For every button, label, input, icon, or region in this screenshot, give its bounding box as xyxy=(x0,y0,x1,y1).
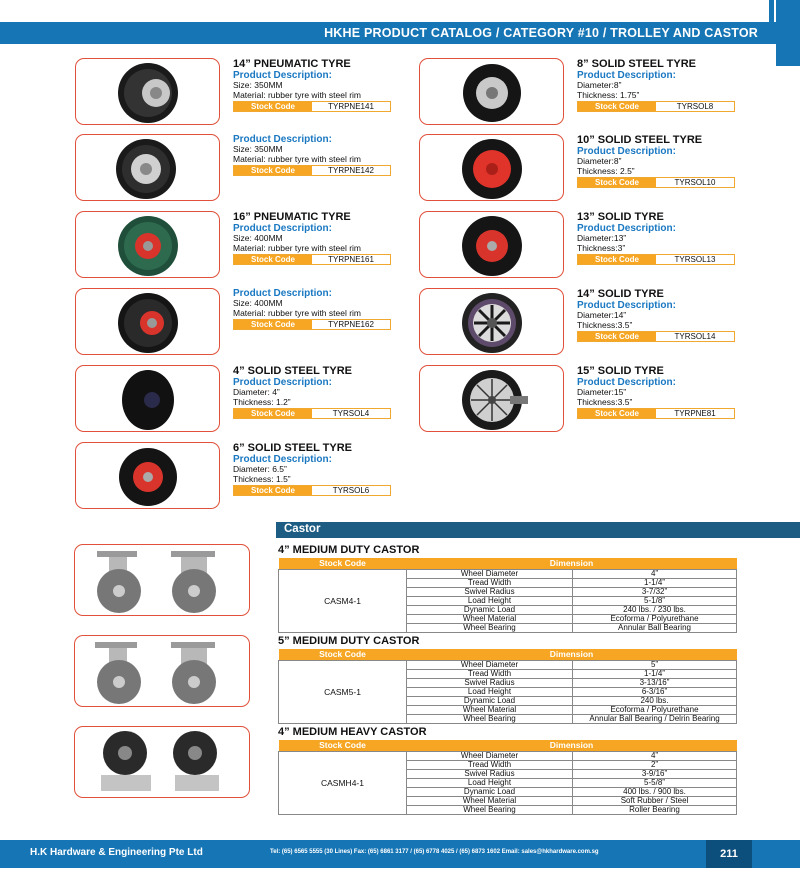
spec-value: 1-1/4” xyxy=(573,579,737,588)
castor-wheel-icon xyxy=(75,545,250,616)
spec-key: Wheel Material xyxy=(407,797,573,806)
tyre-image xyxy=(419,58,564,125)
stock-code-label: Stock Code xyxy=(578,409,656,418)
stock-code-value: TYRSOL8 xyxy=(656,102,734,111)
castor-wheel-icon xyxy=(75,636,250,707)
solid-tyre-icon xyxy=(420,289,564,355)
stock-code-label: Stock Code xyxy=(234,102,312,111)
product-name: 10” SOLID STEEL TYRE xyxy=(577,134,703,146)
tyre-image xyxy=(419,211,564,278)
product-spec-line: Thickness: 1.5” xyxy=(233,473,291,484)
product-card xyxy=(75,211,405,281)
page-number: 211 xyxy=(706,840,752,868)
spec-key: Dynamic Load xyxy=(407,606,573,615)
product-desc-label: Product Description: xyxy=(233,454,332,465)
header-edge-strip xyxy=(769,0,774,22)
product-card xyxy=(75,365,405,435)
spec-value: Roller Bearing xyxy=(573,806,737,815)
table-header-row xyxy=(279,649,737,661)
castor-section-title: Castor xyxy=(284,523,321,535)
product-desc-label: Product Description: xyxy=(577,146,676,157)
spec-key: Wheel Diameter xyxy=(407,661,573,670)
company-name: H.K Hardware & Engineering Pte Ltd xyxy=(30,847,203,858)
product-name: 14” SOLID TYRE xyxy=(577,288,664,300)
pneumatic-tyre-icon xyxy=(76,135,220,201)
product-name: 16” PNEUMATIC TYRE xyxy=(233,211,351,223)
spec-value: 400 lbs. / 900 lbs. xyxy=(573,788,737,797)
castor-stock-code: CASMH4-1 xyxy=(279,752,407,815)
solid-steel-tyre-icon xyxy=(420,135,564,201)
spec-value: 4” xyxy=(573,752,737,761)
spec-value: 240 lbs. xyxy=(573,697,737,706)
spec-value: 3-13/16” xyxy=(573,679,737,688)
catalog-title: HKHE PRODUCT CATALOG / CATEGORY #10 / TROLLEY AND CASTOR xyxy=(324,26,758,40)
stock-code-box xyxy=(577,101,735,112)
product-spec-line: Size: 350MM xyxy=(233,144,283,154)
spec-value: 3-9/16” xyxy=(573,770,737,779)
solid-steel-tyre-icon xyxy=(76,443,220,509)
product-spec-line: Thickness: 1.2” xyxy=(233,396,291,407)
spec-key: Tread Width xyxy=(407,670,573,679)
product-spec-line: Diameter: 4” xyxy=(233,387,280,397)
product-card xyxy=(419,58,749,128)
product-card xyxy=(419,288,749,358)
castor-stock-code: CASM5-1 xyxy=(279,661,407,724)
spec-key: Load Height xyxy=(407,779,573,788)
stock-code-value: TYRSOL4 xyxy=(312,409,390,418)
product-spec-line: Material: rubber tyre with steel rim xyxy=(233,89,362,100)
spec-value: Annular Ball Bearing / Delrin Bearing xyxy=(573,715,737,724)
stock-code-label: Stock Code xyxy=(578,332,656,341)
spec-key: Dynamic Load xyxy=(407,697,573,706)
spec-value: 5” xyxy=(573,661,737,670)
product-spec-line: Size: 400MM xyxy=(233,233,283,243)
product-name: 6” SOLID STEEL TYRE xyxy=(233,442,352,454)
stock-code-box xyxy=(233,101,391,112)
spec-key: Wheel Material xyxy=(407,706,573,715)
product-desc-label: Product Description: xyxy=(577,223,676,234)
castor-section-bar xyxy=(276,522,800,538)
product-name: 15” SOLID TYRE xyxy=(577,365,664,377)
product-desc-label: Product Description: xyxy=(233,288,332,299)
product-spec-line: Material: rubber tyre with steel rim xyxy=(233,242,362,253)
castor-stock-code: CASM4-1 xyxy=(279,570,407,633)
product-card xyxy=(75,288,405,358)
product-desc-label: Product Description: xyxy=(577,300,676,311)
spec-key: Dynamic Load xyxy=(407,788,573,797)
stock-code-box xyxy=(233,319,391,330)
product-card xyxy=(75,134,405,204)
product-name: 8” SOLID STEEL TYRE xyxy=(577,58,696,70)
castor-title: 4” MEDIUM DUTY CASTOR xyxy=(278,544,420,556)
spec-key: Tread Width xyxy=(407,579,573,588)
stock-code-box xyxy=(577,254,735,265)
tyre-image xyxy=(75,442,220,509)
product-spec-line: Diameter:14” xyxy=(577,310,627,320)
dimension-header: Dimension xyxy=(407,558,737,570)
product-desc-label: Product Description: xyxy=(577,70,676,81)
stock-code-box xyxy=(233,254,391,265)
product-spec-line: Diameter:8” xyxy=(577,80,622,90)
spec-value: 5-1/8” xyxy=(573,597,737,606)
castor-wheel-icon xyxy=(75,727,250,798)
product-spec-line: Diameter: 6.5” xyxy=(233,464,287,474)
stock-code-label: Stock Code xyxy=(234,320,312,329)
stock-code-value: TYRSOL6 xyxy=(312,486,390,495)
spec-key: Swivel Radius xyxy=(407,679,573,688)
tyre-image xyxy=(419,288,564,355)
stock-code-label: Stock Code xyxy=(578,178,656,187)
product-desc-label: Product Description: xyxy=(577,377,676,388)
pneumatic-tyre-icon xyxy=(76,212,220,278)
dimension-header: Dimension xyxy=(407,649,737,661)
product-desc-label: Product Description: xyxy=(233,377,332,388)
product-card xyxy=(75,442,405,512)
stock-code-box xyxy=(233,408,391,419)
product-spec-line: Thickness:3” xyxy=(577,242,626,253)
header-bar xyxy=(0,22,800,44)
pneumatic-tyre-icon xyxy=(76,289,220,355)
product-card xyxy=(419,211,749,281)
product-desc-label: Product Description: xyxy=(233,70,332,81)
castor-title: 4” MEDIUM HEAVY CASTOR xyxy=(278,726,427,738)
stock-code-label: Stock Code xyxy=(234,486,312,495)
stock-code-value: TYRSOL14 xyxy=(656,332,734,341)
castor-spec-table xyxy=(278,740,737,815)
solid-tyre-icon xyxy=(76,366,220,432)
solid-tyre-icon xyxy=(420,212,564,278)
product-spec-line: Size: 400MM xyxy=(233,298,283,308)
product-spec-line: Diameter:8” xyxy=(577,156,622,166)
spec-key: Wheel Bearing xyxy=(407,806,573,815)
product-spec-line: Diameter:13” xyxy=(577,233,627,243)
castor-title: 5” MEDIUM DUTY CASTOR xyxy=(278,635,420,647)
stock-code-value: TYRPNE142 xyxy=(312,166,390,175)
spec-key: Load Height xyxy=(407,688,573,697)
spec-key: Wheel Diameter xyxy=(407,752,573,761)
dimension-header: Dimension xyxy=(407,740,737,752)
pneumatic-tyre-icon xyxy=(76,59,220,125)
product-card xyxy=(419,365,749,435)
solid-steel-tyre-icon xyxy=(420,59,564,125)
stock-code-value: TYRSOL13 xyxy=(656,255,734,264)
spec-key: Tread Width xyxy=(407,761,573,770)
stock-code-header: Stock Code xyxy=(279,649,407,661)
stock-code-box xyxy=(577,408,735,419)
contact-info: Tel: (65) 6565 5555 (30 Lines) Fax: (65) 6861 3177 / (65) 6778 4025 / (65) 6873 1602 Email: sales@hkhardware.com.sg xyxy=(270,849,599,855)
product-card xyxy=(419,134,749,204)
product-name: 14” PNEUMATIC TYRE xyxy=(233,58,351,70)
stock-code-header: Stock Code xyxy=(279,558,407,570)
castor-spec-table xyxy=(278,649,737,724)
spec-key: Wheel Bearing xyxy=(407,715,573,724)
solid-tyre-icon xyxy=(420,366,564,432)
stock-code-value: TYRPNE141 xyxy=(312,102,390,111)
stock-code-box xyxy=(233,165,391,176)
stock-code-box xyxy=(233,485,391,496)
tyre-image xyxy=(75,58,220,125)
product-card xyxy=(75,58,405,128)
product-spec-line: Material: rubber tyre with steel rim xyxy=(233,307,362,318)
stock-code-label: Stock Code xyxy=(578,102,656,111)
spec-value: Ecoforma / Polyurethane xyxy=(573,615,737,624)
spec-value: 6-3/16” xyxy=(573,688,737,697)
tyre-image xyxy=(419,365,564,432)
table-header-row xyxy=(279,558,737,570)
product-spec-line: Diameter:15” xyxy=(577,387,627,397)
footer-bar xyxy=(0,840,800,868)
spec-value: Soft Rubber / Steel xyxy=(573,797,737,806)
spec-value: 1-1/4” xyxy=(573,670,737,679)
tyre-image xyxy=(419,134,564,201)
spec-value: 240 lbs. / 230 lbs. xyxy=(573,606,737,615)
product-name: 4” SOLID STEEL TYRE xyxy=(233,365,352,377)
spec-value: 4” xyxy=(573,570,737,579)
castor-spec-table xyxy=(278,558,737,633)
product-spec-line: Size: 350MM xyxy=(233,80,283,90)
spec-value: 3-7/32” xyxy=(573,588,737,597)
tyre-image xyxy=(75,365,220,432)
tyre-image xyxy=(75,134,220,201)
product-spec-line: Thickness:3.5” xyxy=(577,396,633,407)
table-header-row xyxy=(279,740,737,752)
stock-code-box xyxy=(577,177,735,188)
stock-code-header: Stock Code xyxy=(279,740,407,752)
product-spec-line: Thickness: 2.5” xyxy=(577,165,635,176)
stock-code-value: TYRPNE162 xyxy=(312,320,390,329)
tyre-image xyxy=(75,288,220,355)
spec-key: Wheel Diameter xyxy=(407,570,573,579)
spec-key: Wheel Bearing xyxy=(407,624,573,633)
spec-value: 2” xyxy=(573,761,737,770)
stock-code-box xyxy=(577,331,735,342)
stock-code-value: TYRPNE81 xyxy=(656,409,734,418)
castor-image xyxy=(74,544,250,616)
spec-key: Wheel Material xyxy=(407,615,573,624)
product-spec-line: Thickness:3.5” xyxy=(577,319,633,330)
spec-value: Annular Ball Bearing xyxy=(573,624,737,633)
product-spec-line: Thickness: 1.75” xyxy=(577,89,640,100)
spec-value: Ecoforma / Polyurethane xyxy=(573,706,737,715)
spec-key: Swivel Radius xyxy=(407,770,573,779)
stock-code-label: Stock Code xyxy=(234,166,312,175)
spec-key: Swivel Radius xyxy=(407,588,573,597)
header-edge-block xyxy=(776,0,800,66)
product-desc-label: Product Description: xyxy=(233,134,332,145)
spec-key: Load Height xyxy=(407,597,573,606)
stock-code-value: TYRPNE161 xyxy=(312,255,390,264)
product-desc-label: Product Description: xyxy=(233,223,332,234)
product-spec-line: Material: rubber tyre with steel rim xyxy=(233,153,362,164)
product-name: 13” SOLID TYRE xyxy=(577,211,664,223)
tyre-image xyxy=(75,211,220,278)
stock-code-label: Stock Code xyxy=(234,409,312,418)
stock-code-label: Stock Code xyxy=(234,255,312,264)
castor-image xyxy=(74,726,250,798)
stock-code-label: Stock Code xyxy=(578,255,656,264)
stock-code-value: TYRSOL10 xyxy=(656,178,734,187)
spec-value: 5-5/8” xyxy=(573,779,737,788)
castor-image xyxy=(74,635,250,707)
